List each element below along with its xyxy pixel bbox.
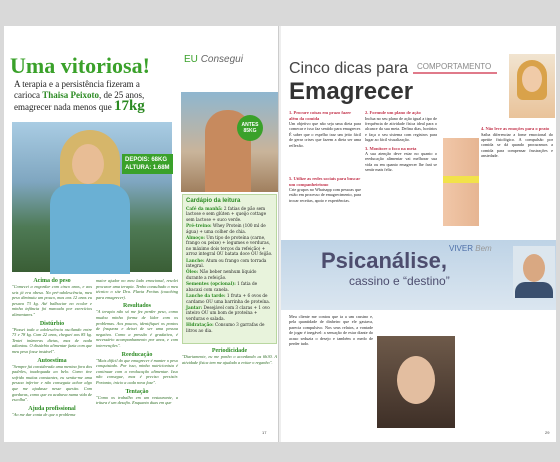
column-2 xyxy=(96,278,178,406)
tip-heading: 3. Monitore o foco na meta xyxy=(365,145,417,151)
section-text: "Sempre fui considerada uma menina fora dos padrões, inadequada ao belo. Como tive sofrido muitas constantes, eu sentia-me uma pessoa inferior e não conseguia achar algo que me ajudasse nesse quesito. Com gorduras, como que eu acabava numa vida de escolha". xyxy=(12,363,92,403)
after-weight: DEPOIS: 68KG xyxy=(125,157,168,163)
menu-item-key: Lanche: xyxy=(186,257,205,263)
tip-text: A sua atenção deve estar no quanto o reeducação alimentar vai melhorar sua vida ou em quanto emagrecer lhe fará se sentir mais feliz. xyxy=(365,151,437,173)
lead-text: A terapia e a persistência fizeram a carioca xyxy=(14,79,140,100)
tips-column-1b xyxy=(289,176,361,203)
lead-text-mid: , de 25 anos, emagrecer nada menos que xyxy=(14,90,145,112)
tip-heading: 4. Não leve as emoções para o prato xyxy=(481,126,550,131)
menu-item-value: 1 fruta + 6 ovos de cardamo OU uma barrinha de proteína. xyxy=(186,293,271,304)
tape-measure xyxy=(443,176,479,183)
menu-item-value: Whey Protein (100 ml de água) + uma colher de chia. xyxy=(186,223,266,234)
section-text: maior ajudar no meu lado emocional, resolvi procurar uma terapia. Tenho consultado o meu técnico o site Dra. Flavia Freitas (coaching para emagrecer). xyxy=(96,278,178,300)
section-rule xyxy=(413,72,497,74)
menu-item-key: Jantar: xyxy=(186,304,203,310)
section-heading: Resultados xyxy=(122,303,151,310)
menu-item xyxy=(186,235,273,257)
tips-column-1 xyxy=(289,110,361,148)
section-text: "Como os trabalho em um restaurante, a tritura é um desafio. Enquanto duas em que xyxy=(96,394,178,406)
menu-item-value: 2 fatias de pão sem lactose e sem glúten + queijo cottage sem lactose + suco verde. xyxy=(186,206,267,222)
section-heading: Reeducação xyxy=(121,351,153,358)
menu-item-value: Desejável com 3 claras + 1 ovo inteiro OU um bom de proteína + verduras e salada. xyxy=(186,304,270,321)
section-text: "Comecei a engordar com cinco anos, e aos seis já era obesa. Na pré-adolescência, meu peso diminuiu um pouco, mas aos 12 anos eu pesava 73 kg. Até balbuciar no ecolar e minha infância foi marcada por exercícios alimentares." xyxy=(12,284,92,317)
article-title-line1: Cinco dicas para xyxy=(289,60,409,77)
tip-text: Crie grupos no Whatsapp com pessoas que estão em processo de emagrecimento, para trocar receitas, apoio e experiências. xyxy=(289,187,361,203)
tip-text: Um objetivo que não seja uma dieta para comecar e isso faz sentido para emagrecer. É saber que o espelho traz um jeito fácil de gerar crises que fazem a dieta ser uma reflexão. xyxy=(289,121,361,148)
menu-item-key: Hidratação: xyxy=(186,322,214,328)
viver-label-em: Bem xyxy=(475,244,492,253)
psicanalise-title: Psicanálise, xyxy=(321,248,447,273)
section-text: "A terapia não só me fez perder peso, como mudou minha forma de lidar com os problemas. Aos poucos, identifiquei os pontos de fraqueza e deixei de ser uma pessoa negativa. Como a pressão é gradativa, é necessário acompanhamento por anos, e com intervenções". xyxy=(96,309,178,348)
column-3 xyxy=(182,348,277,365)
portrait-face xyxy=(522,66,542,92)
menu-item xyxy=(186,281,273,292)
psi-text: Meu cliente me contou que ia a um cassino e, pela quantidade de dinheiro que ele gastava, parecia compulsivo. Nos seus relatos, a vontade de jogar é inegável: a sensação de estar diante do acaso seduzia o desejo e também o medo de perder tudo. xyxy=(289,314,373,347)
menu-item-key: Sementes (opcional): xyxy=(186,281,236,287)
menu-item-key: Lanche da tarde: xyxy=(186,293,226,299)
page-number: 29 xyxy=(545,430,550,435)
lead-name: Thaisa Peixoto xyxy=(42,90,99,100)
psi-column-1 xyxy=(289,314,373,346)
section-text: "Diariamente, eu me ponho o acordando as 6h30. A atividade física tem me ajudado a evitar o reganho". xyxy=(182,354,277,365)
menu-item xyxy=(186,223,273,234)
section-heading: Periodicidade xyxy=(211,348,248,354)
tip-text: Saiba diferenciar a fome emocional do apetite fisiológico. A compulsão por comida se dá quando procuramos a comida para compensar frustrações e ansiedade. xyxy=(481,131,553,159)
menu-item-value: Não beber nenhum líquido durante a refeição. xyxy=(186,269,257,280)
columnist-portrait xyxy=(513,246,555,298)
section-label-main: EU xyxy=(184,54,198,65)
portrait-face xyxy=(523,254,545,282)
menu-item xyxy=(186,322,273,333)
section-text: "Ao me dar conta de que o problema xyxy=(12,411,76,417)
portrait-body xyxy=(515,282,553,298)
photo-figure-shirt xyxy=(50,184,130,274)
menu-item xyxy=(186,258,273,269)
article-title: Uma vitoriosa! xyxy=(10,53,150,78)
before-label: ANTES xyxy=(241,122,259,128)
after-stats-badge xyxy=(122,154,173,174)
section-text: "Passei toda a adolescência oscilando entre 73 e 78 kg. Com 22 anos, cheguei aos 85 kg. Tentei inúmeras dietas, mas de nada adiantou. O distúrbio alimentar fazia com que meu peso fosse instável". xyxy=(12,326,92,354)
tip-heading: 1. Procure coisas em prazo fazer além da comida xyxy=(289,110,351,121)
menu-item xyxy=(186,206,273,222)
section-label xyxy=(184,54,279,65)
page-number: 17 xyxy=(262,430,267,435)
before-weight-badge xyxy=(237,115,263,141)
section-heading: Autoestima xyxy=(37,357,67,364)
article-title-line2: Emagrecer xyxy=(289,78,414,105)
menu-card xyxy=(182,194,277,344)
menu-item xyxy=(186,293,273,304)
menu-item xyxy=(186,269,273,280)
psicanalise-subtitle: cassino e “destino” xyxy=(349,274,450,288)
section-heading: Ajuda profissional xyxy=(28,405,76,412)
menu-item-value: Consumo 3 garrafas de litros ao dia. xyxy=(186,322,265,333)
menu-item-key: Café da manhã: xyxy=(186,206,223,211)
section-label-em: Consegui xyxy=(200,54,243,65)
after-photo xyxy=(12,122,172,272)
tip-heading: 2. Formule um plano de ação xyxy=(365,110,421,115)
menu-card-title: Cardápio da leitura xyxy=(186,198,241,204)
section-label: COMPORTAMENTO xyxy=(417,62,492,71)
woman-photo xyxy=(377,336,455,428)
tape-measure-photo xyxy=(443,138,479,226)
viver-label: VIVER xyxy=(449,244,474,253)
menu-item-key: Óleo: xyxy=(186,269,199,275)
tips-column-2 xyxy=(365,110,437,173)
tip-text: Inclua no seu plano de ação igual a tipo de frequência de atividade física ideal para o alcance da sua meta. Defina dias, horários e faça o seu sistema com registros para lugar ao fácil visualização. xyxy=(365,115,437,143)
tip-heading: 5. Utilize as redes sociais para buscar um companheirismo xyxy=(289,176,361,187)
author-portrait xyxy=(509,54,555,118)
menu-item-value: Um tipo de proteína (carne, frango ou peixe) + legumes e verduras, no máximo dois terços da refeição) + arroz integral OU batata doce OU feijão. xyxy=(186,235,273,257)
photo-face xyxy=(397,356,435,404)
menu-item-key: Almoço: xyxy=(186,235,205,241)
before-photo xyxy=(181,92,279,192)
column-1 xyxy=(12,278,92,417)
menu-item-key: Pré-treino: xyxy=(186,223,212,229)
menu-item-value: Atum ou frango com torrada integral. xyxy=(186,257,267,269)
viver-section-label xyxy=(449,244,492,253)
before-weight: 85KG xyxy=(243,128,257,134)
tips-column-3 xyxy=(481,126,553,159)
section-heading: Tentação xyxy=(125,388,149,395)
right-page xyxy=(281,26,556,442)
section-header xyxy=(184,54,279,65)
photo-figure-face xyxy=(72,144,104,184)
menu-item-value: 1 fatia de abacaxi com canela. xyxy=(186,281,258,292)
magazine-spread xyxy=(4,26,556,442)
left-page xyxy=(4,26,279,442)
article-lead xyxy=(14,79,164,113)
height: ALTURA: 1.68M xyxy=(125,165,170,171)
section-heading: Distúrbio xyxy=(39,320,65,327)
section-heading: Acima do peso xyxy=(33,278,71,284)
menu-item xyxy=(186,305,273,321)
lead-weight: 17kg xyxy=(113,98,145,114)
section-text: "Mais difícil do que emagrecer é manter o peso conquistado. Por isso, minha nutricionista é continuar com a reeducação alimentar. Isso não consegue, mas é preciso persistir. Portanto, inicio a cada nova fase". xyxy=(96,357,178,385)
